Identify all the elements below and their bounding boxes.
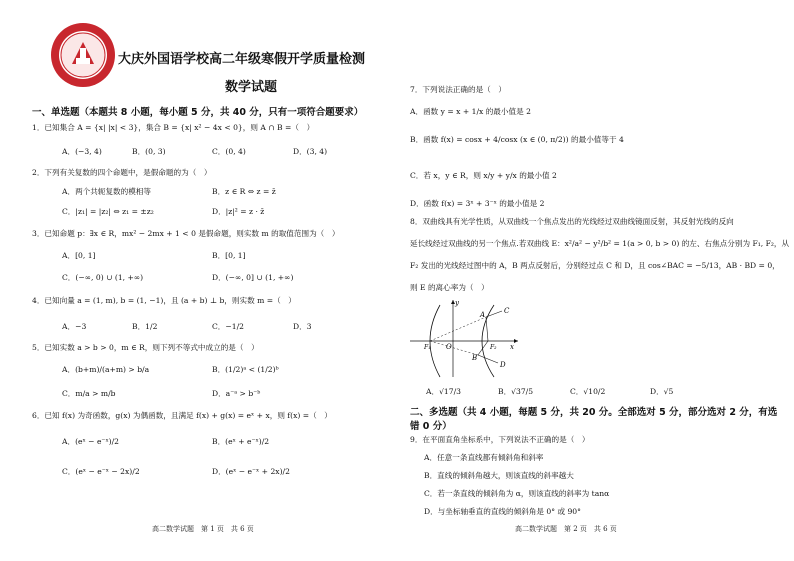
q9-option-c: C．若一条直线的倾斜角为 α，则该直线的斜率为 tanα — [424, 489, 610, 498]
question-8-line-1: 8．双曲线具有光学性质，从双曲线一个焦点发出的光线经过双曲线镜面反射，其反射光线的反向 — [410, 217, 734, 226]
q8-option-d: D．√5 — [650, 387, 674, 396]
q6-option-d: D．(eˣ − e⁻ˣ + 2x)/2 — [212, 467, 290, 476]
q6-option-b: B．(eˣ + e⁻ˣ)/2 — [212, 437, 270, 446]
q7-option-a: A．函数 y = x + 1/x 的最小值是 2 — [410, 107, 531, 116]
question-5: 5．已知实数 a > b > 0，m ∈ R，则下列不等式中成立的是（ ） — [32, 343, 259, 352]
q8-option-c: C．√10/2 — [570, 387, 606, 396]
q4-option-d: D．3 — [293, 322, 312, 331]
q5-option-b: B．(1/2)ᵃ < (1/2)ᵇ — [212, 365, 279, 374]
q1-option-a: A．(−3, 4) — [62, 147, 102, 156]
q2-option-d: D．|z|² = z · z̄ — [212, 207, 265, 216]
fig-label-x: x — [510, 343, 514, 351]
question-8-line-3: F₂ 发出的光线经过图中的 A，B 两点反射后，分别经过点 C 和 D，且 cos∠BAC = −5/13，AB · BD = 0， — [410, 261, 780, 270]
section-single-choice: 一、单选题（本题共 8 小题，每小题 5 分，共 40 分，只有一项符合题要求） — [32, 107, 364, 118]
q4-option-c: C．−1/2 — [212, 322, 244, 331]
fig-label-origin: O — [446, 343, 452, 351]
q1-option-d: D．(3, 4) — [293, 147, 328, 156]
question-3: 3．已知命题 p：∃x ∈ R，mx² − 2mx + 1 < 0 是假命题，则实数 m 的取值范围为（ ） — [32, 229, 340, 238]
q3-option-a: A．[0, 1] — [62, 251, 96, 260]
footer-page-2: 高二数学试题 第 2 页 共 6 页 — [515, 525, 617, 533]
exam-title: 大庆外国语学校高二年级寒假开学质量检测 — [118, 52, 366, 67]
exam-subtitle: 数学试题 — [225, 80, 278, 95]
q9-option-d: D．与坐标轴垂直的直线的倾斜角是 0° 或 90° — [424, 507, 581, 516]
q4-option-b: B．1/2 — [132, 322, 158, 331]
q9-option-b: B．直线的倾斜角越大，则该直线的斜率越大 — [424, 471, 574, 480]
question-8-line-2: 延长线经过双曲线的另一个焦点.若双曲线 E：x²/a² − y²/b² = 1(a > 0, b > 0) 的左、右焦点分别为 F₁, F₂，从 — [410, 239, 790, 248]
q1-option-b: B．(0, 3) — [132, 147, 166, 156]
q8-option-b: B．√37/5 — [498, 387, 534, 396]
q6-option-c: C．(eˣ − e⁻ˣ − 2x)/2 — [62, 467, 140, 476]
q3-option-b: B．[0, 1] — [212, 251, 246, 260]
q5-option-d: D．a⁻ᵃ > b⁻ᵇ — [212, 389, 261, 398]
q4-option-a: A．−3 — [62, 322, 87, 331]
q6-option-a: A．(eˣ − e⁻ˣ)/2 — [62, 437, 120, 446]
q5-option-c: C．m/a > m/b — [62, 389, 116, 398]
school-seal-logo — [50, 22, 116, 88]
footer-page-1: 高二数学试题 第 1 页 共 6 页 — [152, 525, 254, 533]
fig-label-d: D — [500, 361, 506, 369]
question-7: 7．下列说法正确的是（ ） — [410, 85, 506, 94]
q7-option-d: D．函数 f(x) = 3ˣ + 3⁻ˣ 的最小值是 2 — [410, 199, 545, 208]
q2-option-a: A．两个共轭复数的模相等 — [62, 187, 152, 196]
fig-label-y: y — [455, 299, 459, 307]
question-9: 9．在平面直角坐标系中，下列说法不正确的是（ ） — [410, 435, 590, 444]
fig-label-f1: F₁ — [424, 344, 431, 351]
q7-option-b: B．函数 f(x) = cosx + 4/cosx (x ∈ (0, π/2)) 的最小值等于 4 — [410, 135, 624, 144]
section-multi-choice: 二、多选题（共 4 小题，每题 5 分，共 20 分。全部选对 5 分，部分选对 2 分，有选 — [410, 407, 778, 418]
q1-option-c: C．(0, 4) — [212, 147, 246, 156]
fig-label-f2: F₂ — [490, 344, 497, 351]
q2-option-b: B．z ∈ R ⇔ z = z̄ — [212, 187, 276, 196]
question-2: 2．下列有关复数的四个命题中，是假命题的为（ ） — [32, 168, 212, 177]
q2-option-c: C．|z₁| = |z₂| ⇔ z₁ = ±z₂ — [62, 207, 154, 216]
fig-label-a: A — [480, 311, 486, 319]
hyperbola-figure — [410, 297, 520, 379]
q8-option-a: A．√17/3 — [426, 387, 461, 396]
question-1: 1．已知集合 A = {x| |x| < 3}，集合 B = {x| x² − 4x < 0}，则 A ∩ B =（ ） — [32, 123, 315, 132]
q7-option-c: C．若 x，y ∈ R，则 x/y + y/x 的最小值 2 — [410, 171, 557, 180]
section-multi-choice-line-2: 错 0 分） — [410, 421, 452, 432]
question-8-line-4: 则 E 的离心率为（ ） — [410, 283, 489, 292]
q9-option-a: A．任意一条直线都有倾斜角和斜率 — [424, 453, 544, 462]
fig-label-b: B — [472, 354, 478, 362]
q3-option-d: D．(−∞, 0] ∪ (1, +∞) — [212, 273, 294, 282]
question-6: 6．已知 f(x) 为奇函数，g(x) 为偶函数，且满足 f(x) + g(x) = eˣ + x，则 f(x) =（ ） — [32, 411, 332, 420]
fig-label-c: C — [504, 307, 510, 315]
q5-option-a: A．(b+m)/(a+m) > b/a — [62, 365, 150, 374]
question-4: 4．已知向量 a = (1, m), b = (1, −1)，且 (a + b) ⊥ b，则实数 m =（ ） — [32, 296, 296, 305]
q3-option-c: C．(−∞, 0) ∪ (1, +∞) — [62, 273, 144, 282]
